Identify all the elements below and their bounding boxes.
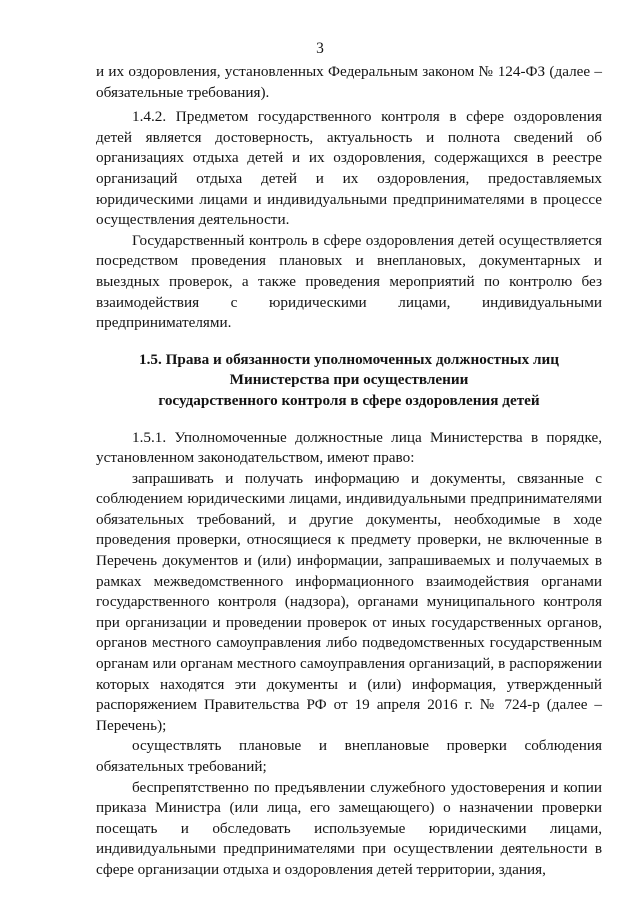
heading-line-3: государственного контроля в сфере оздоровления детей — [158, 391, 540, 409]
heading-line-1: 1.5. Права и обязанности уполномоченных должностных лиц — [138, 350, 560, 368]
right-visit-territories: беспрепятственно по предъявлении служебного удостоверения и копии приказа Министра (или лица, его замещающего) о назначении проверки посещать и обследовать используемые юридическими лицами, индивидуальными предпринимателями при осуществлении деятельности в сфере организации отдыха и оздоровления детей территории, здания, — [96, 778, 602, 878]
paragraph-1-5-1: 1.5.1. Уполномоченные должностные лица Министерства в порядке, установленном законодательством, имеют право: — [96, 428, 602, 467]
right-conduct-inspections: осуществлять плановые и внеплановые проверки соблюдения обязательных требований; — [96, 737, 602, 775]
right-request-information: запрашивать и получать информацию и документы, связанные с соблюдением юридическими лицами, индивидуальными предпринимателями обязательных требований, и другие документы, необходимые в ходе проведения проверки, относящиеся к предмету проверки, не включенные в Перечень документов и (или) информации, запрашиваемых и получаемых в рамках межведомственного информационного взаимодействия органами государственного контроля (надзора), органами муниципального контроля при организации и проведении проверок от иных государственных органов, органов местного самоуправления либо подведомственных государственным органам или органам местного самоуправления организаций, в распоряжении которых находятся эти документы и (или) информация, утвержденный распоряжением Правительства РФ от 19 апреля 2016 г. № 724-р (далее – Перечень); — [96, 469, 602, 734]
heading-line-2: Министерства при осуществлении — [229, 371, 469, 389]
page-number: 3 — [316, 40, 324, 57]
paragraph-1-4-2: 1.4.2. Предметом государственного контроля в сфере оздоровления детей является достоверность, актуальность и полнота сведений об организациях отдыха детей и их оздоровления, содержащихся в реестре организаций отдыха детей и их оздоровления, предоставляемых юридическими лицами и индивидуальными предпринимателями в процессе осуществления деятельности. — [96, 108, 602, 229]
section-heading-1-5 — [96, 350, 602, 412]
paragraph-state-control: Государственный контроль в сфере оздоровления детей осуществляется посредством проведения плановых и внеплановых, документарных и выездных проверок, а также проведения мероприятий по контролю без взаимодействия с юридическими лицами, индивидуальными предпринимателями. — [96, 231, 602, 332]
document-body — [96, 62, 602, 881]
paragraph-continuation: и их оздоровления, установленных Федеральным законом № 124-ФЗ (далее – обязательные требования). — [96, 63, 602, 101]
